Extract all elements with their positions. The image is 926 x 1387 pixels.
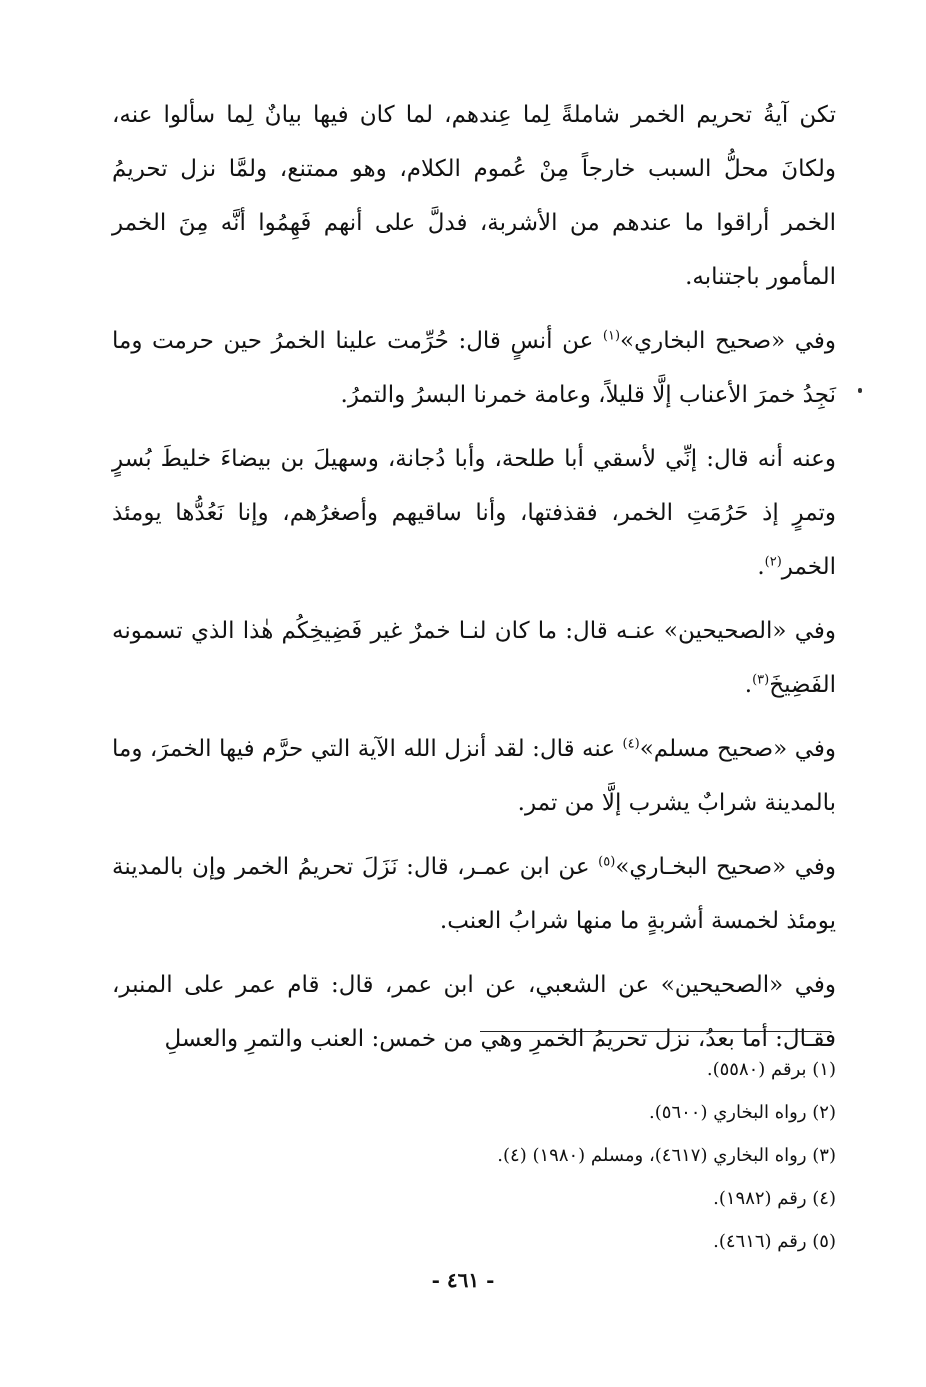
footnote-divider <box>480 1031 830 1032</box>
paragraph-2 <box>112 314 836 422</box>
main-text <box>112 88 836 1076</box>
paragraph-6-text-start: وفي «صحيح البخـاري» <box>615 854 836 880</box>
paragraph-4-text-start: وفي «الصحيحين» عنـه قال: ما كان لنـا خمرٌ غير فَضِيخِكُم هٰذا الذي تسمونه الفَضِيخَ <box>112 618 836 698</box>
paragraph-4-text-end: . <box>744 672 753 698</box>
paragraph-6 <box>112 840 836 948</box>
paragraph-5-text-end: عنه قال: لقد أنزل الله الآية التي حرَّم فيها الخمرَ، وما بالمدينة شرابٌ يشرب إلَّا من تمر. <box>112 736 836 816</box>
footnotes <box>112 1048 836 1263</box>
paragraph-2-text-end: عن أنسٍ قال: حُرِّمت علينا الخمرُ حين حرمت وما نَجِدُ خمرَ الأعناب إلَّا قليلاً، وعامة خمرنا البسرُ والتمرُ. <box>112 328 836 408</box>
paragraph-3-text-end: . <box>757 554 765 580</box>
paragraph-5-text-start: وفي «صحيح مسلم» <box>639 736 836 762</box>
footnote-4: (٤) رقم (١٩٨٢). <box>713 1188 836 1209</box>
footnote-ref-5[interactable]: (٥) <box>598 854 616 870</box>
paragraph-5 <box>112 722 836 830</box>
footnote-5: (٥) رقم (٤٦١٦). <box>713 1231 836 1252</box>
footnote-1: (١) برقم (٥٥٨٠). <box>706 1059 836 1080</box>
footnote-2: (٢) رواه البخاري (٥٦٠٠). <box>649 1102 836 1123</box>
page-number: - ٤٦١ - <box>431 1268 495 1292</box>
paragraph-7-text: وفي «الصحيحين» عن الشعبي، عن ابن عمر، قال: قام عمر على المنبر، فقـال: أما بعدُ، نزل تحريمُ الخمرِ وهي من خمس: العنب والتمرِ والعسلِ <box>112 972 836 1052</box>
ink-speck <box>858 388 862 393</box>
paragraph-3-text-start: وعنه أنه قال: إنِّي لأسقي أبا طلحة، وأبا دُجانة، وسهيلَ بن بيضاءَ خليطَ بُسرٍ وتمرٍ إذ حَرُمَتِ الخمر، فقذفتها، وأنا ساقيهم وأصغرُهم، وإنا نَعُدُّها يومئذ الخمر <box>112 446 836 580</box>
footnote-ref-1[interactable]: (١) <box>602 328 621 344</box>
paragraph-2-text-start: وفي «صحيح البخاري» <box>620 328 836 354</box>
paragraph-3 <box>112 432 836 594</box>
footnote-ref-2[interactable]: (٢) <box>764 554 782 570</box>
footnote-ref-3[interactable]: (٣) <box>752 672 770 688</box>
footnote-3: (٣) رواه البخاري (٤٦١٧)، ومسلم (١٩٨٠) (٤). <box>497 1145 836 1166</box>
paragraph-1-text: تكن آيةُ تحريم الخمر شاملةً لِما عِندهم، لما كان فيها بيانٌ لِما سألوا عنه، ولكانَ محلُّ السبب خارجاً مِنْ عُموم الكلام، وهو ممتنع، ولمَّا نزل تحريمُ الخمر أراقوا ما عندهم من الأشربة، فدلَّ على أنهم فَهِمُوا أنَّه مِنَ الخمر المأمور باجتنابه. <box>112 102 836 290</box>
paragraph-6-text-end: عن ابن عمـر، قال: نَزَلَ تحريمُ الخمر وإن بالمدينة يومئذ لخمسة أشربةٍ ما منها شرابُ العنب. <box>112 854 836 934</box>
paragraph-1 <box>112 88 836 304</box>
footnote-ref-4[interactable]: (٤) <box>622 736 640 752</box>
paragraph-4 <box>112 604 836 712</box>
